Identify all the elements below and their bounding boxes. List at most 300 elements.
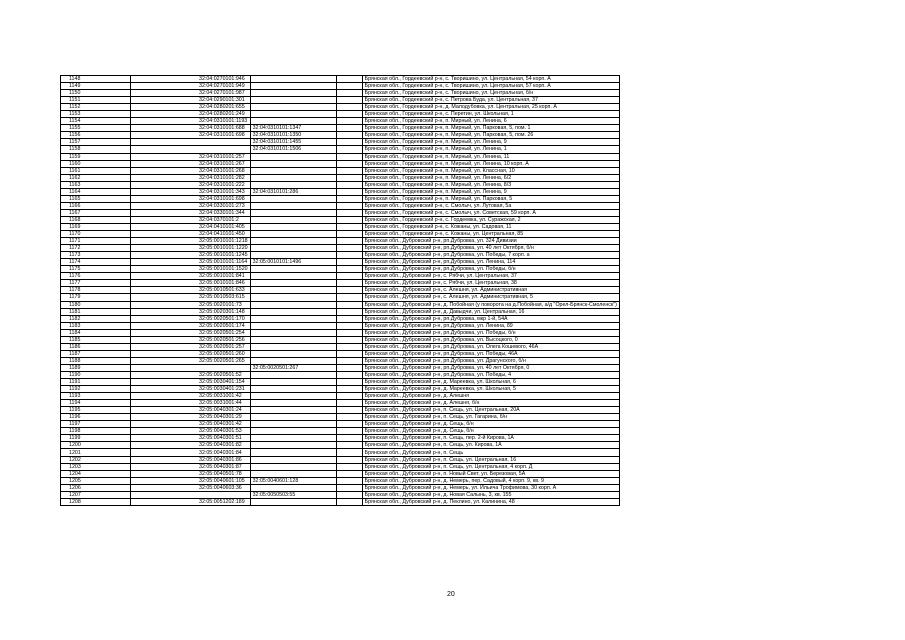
row-number-cell: 1163 — [61, 181, 131, 188]
row-number-cell: 1204 — [61, 470, 131, 477]
cadastral-number-cell: 32:05:0020501:265 — [131, 357, 251, 364]
cadastral-number-cell: 32:05:0040603:36 — [131, 484, 251, 491]
related-number-cell — [250, 343, 336, 350]
address-cell: Брянская обл., Дубровский р-н, д. Алешня, б/н — [362, 400, 619, 407]
cadastral-number-cell: 32:05:0040301:51 — [131, 435, 251, 442]
table-row — [61, 329, 620, 336]
related-number-cell — [250, 336, 336, 343]
table-row — [61, 463, 620, 470]
cadastral-number-cell: 32:05:0051202:189 — [131, 498, 251, 505]
row-number-cell: 1199 — [61, 435, 131, 442]
cadastral-number-cell: 32:04:0270101:949 — [131, 83, 251, 90]
related-number-cell — [250, 421, 336, 428]
row-number-cell: 1161 — [61, 167, 131, 174]
extra-cell — [336, 259, 362, 266]
row-number-cell: 1182 — [61, 315, 131, 322]
cadastral-number-cell: 32:05:0010101:846 — [131, 280, 251, 287]
extra-cell — [336, 386, 362, 393]
table-row — [61, 491, 620, 498]
extra-cell — [336, 125, 362, 132]
related-number-cell — [250, 167, 336, 174]
address-cell: Брянская обл., Дубровский р-н, д. Мареевка, ул. Школьная, 6 — [362, 379, 619, 386]
related-number-cell: 32:04:0310101:1347 — [250, 125, 336, 132]
address-cell: Брянская обл., Дубровский р-н, п. Новый Свет, ул. Березовая, 5А — [362, 470, 619, 477]
table-row — [61, 160, 620, 167]
row-number-cell: 1150 — [61, 90, 131, 97]
cadastral-number-cell: 32:05:0010503:615 — [131, 294, 251, 301]
extra-cell — [336, 287, 362, 294]
row-number-cell: 1166 — [61, 202, 131, 209]
address-cell: Брянская обл., Дубровский р-н, д. Немерь, пер. Садовый, 4 корп. 9, кв. 9 — [362, 477, 619, 484]
related-number-cell — [250, 294, 336, 301]
cadastral-number-cell: 32:05:0020501:174 — [131, 322, 251, 329]
related-number-cell — [250, 329, 336, 336]
address-cell: Брянская обл., Гордеевский р-н, п. Мирный, ул. Ленина, 9 — [362, 188, 619, 195]
extra-cell — [336, 428, 362, 435]
row-number-cell: 1177 — [61, 280, 131, 287]
extra-cell — [336, 97, 362, 104]
row-number-cell: 1179 — [61, 294, 131, 301]
row-number-cell: 1159 — [61, 153, 131, 160]
cadastral-number-cell: 32:04:0310101:688 — [131, 125, 251, 132]
table-row — [61, 245, 620, 252]
related-number-cell — [250, 484, 336, 491]
cadastral-number-cell: 32:04:0330101:273 — [131, 202, 251, 209]
cadastral-number-cell: 32:05:0040301:53 — [131, 428, 251, 435]
row-number-cell: 1154 — [61, 118, 131, 125]
table-row — [61, 393, 620, 400]
extra-cell — [336, 308, 362, 315]
cadastral-number-cell: 32:04:0310101:282 — [131, 174, 251, 181]
extra-cell — [336, 153, 362, 160]
address-cell: Брянская обл., Дубровский р-н, д. Немерь, ул. Ильича Трофимова, 30 корп. А — [362, 484, 619, 491]
address-cell: Брянская обл., Дубровский р-н, д. Сещь, б/н — [362, 428, 619, 435]
address-cell: Брянская обл., Дубровский р-н, д. Побойная (у поворота на д.Побойная, а/д "Орел-Брянск-Смоленск") — [362, 301, 619, 308]
table-row — [61, 125, 620, 132]
extra-cell — [336, 238, 362, 245]
address-cell: Брянская обл., Дубровский р-н, рп.Дубровка, ул. 40 лет Октября, б/н — [362, 245, 619, 252]
page-number: 20 — [447, 591, 455, 598]
extra-cell — [336, 280, 362, 287]
cadastral-number-cell: 32:04:0410101:450 — [131, 231, 251, 238]
row-number-cell: 1151 — [61, 97, 131, 104]
address-cell: Брянская обл., Гордеевский р-н, п. Мирный, ул. Ленина, 6/2 — [362, 174, 619, 181]
related-number-cell — [250, 428, 336, 435]
cadastral-number-cell: 32:05:0020501:52 — [131, 371, 251, 378]
cadastral-number-cell: 32:04:0270101:987 — [131, 90, 251, 97]
row-number-cell: 1200 — [61, 442, 131, 449]
address-cell: Брянская обл., Дубровский р-н, рп.Дубровка, ул. Высоцкого, 0 — [362, 336, 619, 343]
extra-cell — [336, 322, 362, 329]
cadastral-number-cell: 32:04:0280201:655 — [131, 104, 251, 111]
related-number-cell — [250, 209, 336, 216]
address-cell: Брянская обл., Дубровский р-н, д. Давыдчи, ул. Центральная, 16 — [362, 308, 619, 315]
row-number-cell: 1173 — [61, 252, 131, 259]
table-row — [61, 442, 620, 449]
table-row — [61, 167, 620, 174]
table-row — [61, 449, 620, 456]
cadastral-number-cell: 32:05:0031001:42 — [131, 393, 251, 400]
row-number-cell: 1208 — [61, 498, 131, 505]
table-row — [61, 428, 620, 435]
extra-cell — [336, 216, 362, 223]
related-number-cell: 32:04:0310101:1506 — [250, 146, 336, 153]
table-row — [61, 280, 620, 287]
table-row — [61, 146, 620, 153]
row-number-cell: 1171 — [61, 238, 131, 245]
extra-cell — [336, 301, 362, 308]
row-number-cell: 1196 — [61, 414, 131, 421]
extra-cell — [336, 181, 362, 188]
extra-cell — [336, 315, 362, 322]
address-cell: Брянская обл., Гордеевский р-н, с. Смолыч, ул. Лутовая, 5а — [362, 202, 619, 209]
related-number-cell — [250, 287, 336, 294]
related-number-cell — [250, 393, 336, 400]
table-row — [61, 266, 620, 273]
extra-cell — [336, 364, 362, 371]
table-row — [61, 350, 620, 357]
row-number-cell: 1206 — [61, 484, 131, 491]
extra-cell — [336, 118, 362, 125]
cadastral-number-cell: 32:05:0030401:154 — [131, 379, 251, 386]
related-number-cell — [250, 195, 336, 202]
related-number-cell — [250, 407, 336, 414]
address-cell: Брянская обл., Гордеевский р-н, п. Мирный, ул. Ленина, 8/3 — [362, 181, 619, 188]
row-number-cell: 1207 — [61, 491, 131, 498]
row-number-cell: 1172 — [61, 245, 131, 252]
cadastral-number-cell: 32:05:0010101:841 — [131, 273, 251, 280]
table-row — [61, 498, 620, 505]
cadastral-number-cell: 32:05:0020501:256 — [131, 336, 251, 343]
cadastral-number-cell: 32:05:0040301:24 — [131, 407, 251, 414]
address-cell: Брянская обл., Дубровский р-н, д. Новая Салынь, 3, кв. 155 — [362, 491, 619, 498]
row-number-cell: 1180 — [61, 301, 131, 308]
cadastral-number-cell: 32:05:0010101:1245 — [131, 252, 251, 259]
cadastral-number-cell: 32:05:0040301:42 — [131, 421, 251, 428]
related-number-cell — [250, 111, 336, 118]
address-cell: Брянская обл., Дубровский р-н, п. Сещь, ул. Центральная, 16 — [362, 456, 619, 463]
table-row — [61, 153, 620, 160]
cadastral-number-cell: 32:04:0270101:946 — [131, 76, 251, 83]
related-number-cell — [250, 266, 336, 273]
related-number-cell — [250, 449, 336, 456]
related-number-cell — [250, 90, 336, 97]
extra-cell — [336, 132, 362, 139]
cadastral-number-cell: 32:05:0040301:87 — [131, 463, 251, 470]
row-number-cell: 1188 — [61, 357, 131, 364]
cadastral-number-cell: 32:05:0010101:1220 — [131, 245, 251, 252]
extra-cell — [336, 266, 362, 273]
related-number-cell — [250, 160, 336, 167]
table-row — [61, 456, 620, 463]
cadastral-number-cell: 32:05:0010501:633 — [131, 287, 251, 294]
extra-cell — [336, 174, 362, 181]
table-row — [61, 188, 620, 195]
row-number-cell: 1157 — [61, 139, 131, 146]
row-number-cell: 1156 — [61, 132, 131, 139]
related-number-cell: 32:05:0040601:128 — [250, 477, 336, 484]
address-cell: Брянская обл., Дубровский р-н, рп.Дубровка, ул. Победы, 46А — [362, 350, 619, 357]
row-number-cell: 1193 — [61, 393, 131, 400]
table-row — [61, 287, 620, 294]
related-number-cell — [250, 153, 336, 160]
related-number-cell — [250, 350, 336, 357]
related-number-cell: 32:05:0050503:55 — [250, 491, 336, 498]
extra-cell — [336, 231, 362, 238]
cadastral-number-cell: 32:04:0290101:301 — [131, 97, 251, 104]
extra-cell — [336, 329, 362, 336]
extra-cell — [336, 435, 362, 442]
extra-cell — [336, 371, 362, 378]
related-number-cell — [250, 322, 336, 329]
table-row — [61, 421, 620, 428]
related-number-cell — [250, 76, 336, 83]
related-number-cell — [250, 223, 336, 230]
address-cell: Брянская обл., Дубровский р-н, д. Сещь, б/н — [362, 421, 619, 428]
extra-cell — [336, 111, 362, 118]
related-number-cell: 32:05:0010101:1496 — [250, 259, 336, 266]
related-number-cell — [250, 280, 336, 287]
address-cell: Брянская обл., Дубровский р-н, д. Алешня — [362, 393, 619, 400]
cadastral-number-cell: 32:05:0020501:257 — [131, 343, 251, 350]
extra-cell — [336, 209, 362, 216]
related-number-cell — [250, 118, 336, 125]
address-cell: Брянская обл., Дубровский р-н, п. Сещь, ул. Кирова, 1А — [362, 442, 619, 449]
address-cell: Брянская обл., Дубровский р-н, рп.Дубровка, ул. Победы, 4 — [362, 371, 619, 378]
address-cell: Брянская обл., Дубровский р-н, с. Алешня, ул. Административная, 5 — [362, 294, 619, 301]
extra-cell — [336, 470, 362, 477]
table-row — [61, 336, 620, 343]
related-number-cell — [250, 379, 336, 386]
related-number-cell — [250, 435, 336, 442]
row-number-cell: 1167 — [61, 209, 131, 216]
table-row — [61, 308, 620, 315]
table-row — [61, 83, 620, 90]
table-row — [61, 470, 620, 477]
cadastral-number-cell: 32:04:0310101:267 — [131, 160, 251, 167]
address-cell: Брянская обл., Гордеевский р-н, с. Творишино, ул. Центральная, б/н — [362, 90, 619, 97]
extra-cell — [336, 76, 362, 83]
extra-cell — [336, 357, 362, 364]
address-cell: Брянская обл., Дубровский р-н, д. Мареевка, ул. Школьная, 5 — [362, 386, 619, 393]
row-number-cell: 1155 — [61, 125, 131, 132]
extra-cell — [336, 393, 362, 400]
row-number-cell: 1185 — [61, 336, 131, 343]
extra-cell — [336, 202, 362, 209]
related-number-cell — [250, 252, 336, 259]
row-number-cell: 1162 — [61, 174, 131, 181]
extra-cell — [336, 223, 362, 230]
related-number-cell — [250, 386, 336, 393]
table-row — [61, 484, 620, 491]
table-row — [61, 322, 620, 329]
extra-cell — [336, 456, 362, 463]
table-row — [61, 407, 620, 414]
row-number-cell: 1205 — [61, 477, 131, 484]
extra-cell — [336, 407, 362, 414]
address-cell: Брянская обл., Гордеевский р-н, с. Смолыч, ул. Советская, 59 корп. А — [362, 209, 619, 216]
address-cell: Брянская обл., Дубровский р-н, п. Сещь, ул. Центральная, 20А — [362, 407, 619, 414]
table-row — [61, 364, 620, 371]
address-cell: Брянская обл., Гордеевский р-н, п. Мирный, ул. Ленина, 11 — [362, 153, 619, 160]
row-number-cell: 1183 — [61, 322, 131, 329]
related-number-cell — [250, 315, 336, 322]
address-cell: Брянская обл., Гордеевский р-н, п. Мирный, ул. Ленина, 10 корп. А — [362, 160, 619, 167]
extra-cell — [336, 146, 362, 153]
table-row — [61, 90, 620, 97]
cadastral-number-cell: 32:05:0031001:44 — [131, 400, 251, 407]
row-number-cell: 1184 — [61, 329, 131, 336]
cadastral-number-cell: 32:05:0020501:260 — [131, 350, 251, 357]
row-number-cell: 1158 — [61, 146, 131, 153]
related-number-cell: 32:05:0020501:267 — [250, 364, 336, 371]
row-number-cell: 1186 — [61, 343, 131, 350]
cadastral-number-cell: 32:04:0310101:698 — [131, 195, 251, 202]
table-row — [61, 104, 620, 111]
address-cell: Брянская обл., Гордеевский р-н, с. Гордеевка, ул. Суражская, 2 — [362, 216, 619, 223]
table-row — [61, 259, 620, 266]
extra-cell — [336, 195, 362, 202]
cadastral-number-cell: 32:04:0330101:344 — [131, 209, 251, 216]
cadastral-number-cell: 32:04:0370101:2 — [131, 216, 251, 223]
address-cell: Брянская обл., Дубровский р-н, п. Сещь — [362, 449, 619, 456]
address-cell: Брянская обл., Гордеевский р-н, п. Мирный, ул. Ленина, 9 — [362, 139, 619, 146]
related-number-cell — [250, 238, 336, 245]
address-cell: Брянская обл., Гордеевский р-н, с. Перетин, ул. Школьная, 1 — [362, 111, 619, 118]
table-row — [61, 238, 620, 245]
related-number-cell: 32:04:0310101:286 — [250, 188, 336, 195]
cadastral-number-cell: 32:05:0040301:86 — [131, 456, 251, 463]
table-row — [61, 216, 620, 223]
address-cell: Брянская обл., Гордеевский р-н, с. Петрова Буда, ул. Центральная, 37 — [362, 97, 619, 104]
related-number-cell — [250, 442, 336, 449]
table-row — [61, 111, 620, 118]
cadastral-number-cell — [131, 146, 251, 153]
table-row — [61, 118, 620, 125]
extra-cell — [336, 379, 362, 386]
cadastral-number-cell: 32:04:0310101:343 — [131, 188, 251, 195]
extra-cell — [336, 139, 362, 146]
address-cell: Брянская обл., Гордеевский р-н, п. Мирный, ул. Ленина, 6 — [362, 118, 619, 125]
related-number-cell: 32:04:0310101:1350 — [250, 132, 336, 139]
related-number-cell — [250, 104, 336, 111]
table-row — [61, 97, 620, 104]
row-number-cell: 1203 — [61, 463, 131, 470]
extra-cell — [336, 273, 362, 280]
cadastral-number-cell — [131, 364, 251, 371]
address-cell: Брянская обл., Дубровский р-н, рп.Дубровка, ул. Драгунского, б/н — [362, 357, 619, 364]
row-number-cell: 1160 — [61, 160, 131, 167]
row-number-cell: 1164 — [61, 188, 131, 195]
address-cell: Брянская обл., Гордеевский р-н, д. Малодубовка, ул. Центральная, 25 корп. А — [362, 104, 619, 111]
address-cell: Брянская обл., Гордеевский р-н, п. Мирный, ул. Ленина, 1 — [362, 146, 619, 153]
row-number-cell: 1170 — [61, 231, 131, 238]
related-number-cell — [250, 301, 336, 308]
address-cell: Брянская обл., Дубровский р-н, рп.Дубровка, мкр 1-й, 54А — [362, 315, 619, 322]
cadastral-number-cell: 32:04:0310101:222 — [131, 181, 251, 188]
cadastral-number-cell: 32:05:0040501:78 — [131, 470, 251, 477]
extra-cell — [336, 400, 362, 407]
cadastral-number-cell: 32:05:0040301:82 — [131, 442, 251, 449]
extra-cell — [336, 449, 362, 456]
address-cell: Брянская обл., Гордеевский р-н, с. Творишино, ул. Центральная, 54 корп. А — [362, 76, 619, 83]
related-number-cell — [250, 414, 336, 421]
extra-cell — [336, 188, 362, 195]
table-row — [61, 400, 620, 407]
related-number-cell — [250, 470, 336, 477]
address-cell: Брянская обл., Дубровский р-н, с. Рябчи, ул. Центральная, 37 — [362, 273, 619, 280]
extra-cell — [336, 104, 362, 111]
row-number-cell: 1197 — [61, 421, 131, 428]
cadastral-number-cell: 32:05:0010101:1218 — [131, 238, 251, 245]
table-row — [61, 371, 620, 378]
related-number-cell — [250, 463, 336, 470]
table-row — [61, 301, 620, 308]
related-number-cell — [250, 273, 336, 280]
table-row — [61, 231, 620, 238]
related-number-cell — [250, 83, 336, 90]
cadastral-number-cell: 32:05:0020301:148 — [131, 308, 251, 315]
row-number-cell: 1149 — [61, 83, 131, 90]
row-number-cell: 1201 — [61, 449, 131, 456]
table-row — [61, 343, 620, 350]
cadastral-number-cell: 32:04:0310101:698 — [131, 132, 251, 139]
related-number-cell — [250, 202, 336, 209]
table-row — [61, 174, 620, 181]
cadastral-number-cell: 32:04:0280201:249 — [131, 111, 251, 118]
extra-cell — [336, 83, 362, 90]
cadastral-number-cell — [131, 491, 251, 498]
related-number-cell — [250, 371, 336, 378]
extra-cell — [336, 442, 362, 449]
cadastral-number-cell: 32:04:0310101:268 — [131, 167, 251, 174]
row-number-cell: 1165 — [61, 195, 131, 202]
related-number-cell — [250, 456, 336, 463]
related-number-cell — [250, 498, 336, 505]
table-row — [61, 294, 620, 301]
address-cell: Брянская обл., Дубровский р-н, рп.Дубровка, ул. Победы, б/н — [362, 266, 619, 273]
extra-cell — [336, 336, 362, 343]
row-number-cell: 1175 — [61, 266, 131, 273]
row-number-cell: 1194 — [61, 400, 131, 407]
row-number-cell: 1174 — [61, 259, 131, 266]
table-row — [61, 76, 620, 83]
related-number-cell — [250, 357, 336, 364]
address-cell: Брянская обл., Гордеевский р-н, п. Мирный, ул. Классная, 10 — [362, 167, 619, 174]
row-number-cell: 1195 — [61, 407, 131, 414]
table-row — [61, 223, 620, 230]
cadastral-number-cell: 32:05:0010101:1520 — [131, 266, 251, 273]
extra-cell — [336, 167, 362, 174]
table-row — [61, 132, 620, 139]
table-row — [61, 209, 620, 216]
extra-cell — [336, 491, 362, 498]
table-row — [61, 195, 620, 202]
address-cell: Брянская обл., Гордеевский р-н, с. Кожаны, ул. Центральная, 85 — [362, 231, 619, 238]
cadastral-number-cell: 32:05:0020101:73 — [131, 301, 251, 308]
address-cell: Брянская обл., Гордеевский р-н, с. Кожаны, ул. Садовая, 11 — [362, 223, 619, 230]
row-number-cell: 1152 — [61, 104, 131, 111]
address-cell: Брянская обл., Дубровский р-н, рп.Дубровка, ул. Олега Кошевого, 46А — [362, 343, 619, 350]
row-number-cell: 1178 — [61, 287, 131, 294]
address-cell: Брянская обл., Дубровский р-н, п. Сещь, пер. 2-й Кирова, 1А — [362, 435, 619, 442]
row-number-cell: 1191 — [61, 379, 131, 386]
address-cell: Брянская обл., Дубровский р-н, с. Алешня, ул. Административная — [362, 287, 619, 294]
cadastral-number-cell — [131, 139, 251, 146]
cadastral-number-cell: 32:05:0020501:254 — [131, 329, 251, 336]
table-row — [61, 379, 620, 386]
address-cell: Брянская обл., Дубровский р-н, рп.Дубровка, ул. Ленина, 89 — [362, 322, 619, 329]
